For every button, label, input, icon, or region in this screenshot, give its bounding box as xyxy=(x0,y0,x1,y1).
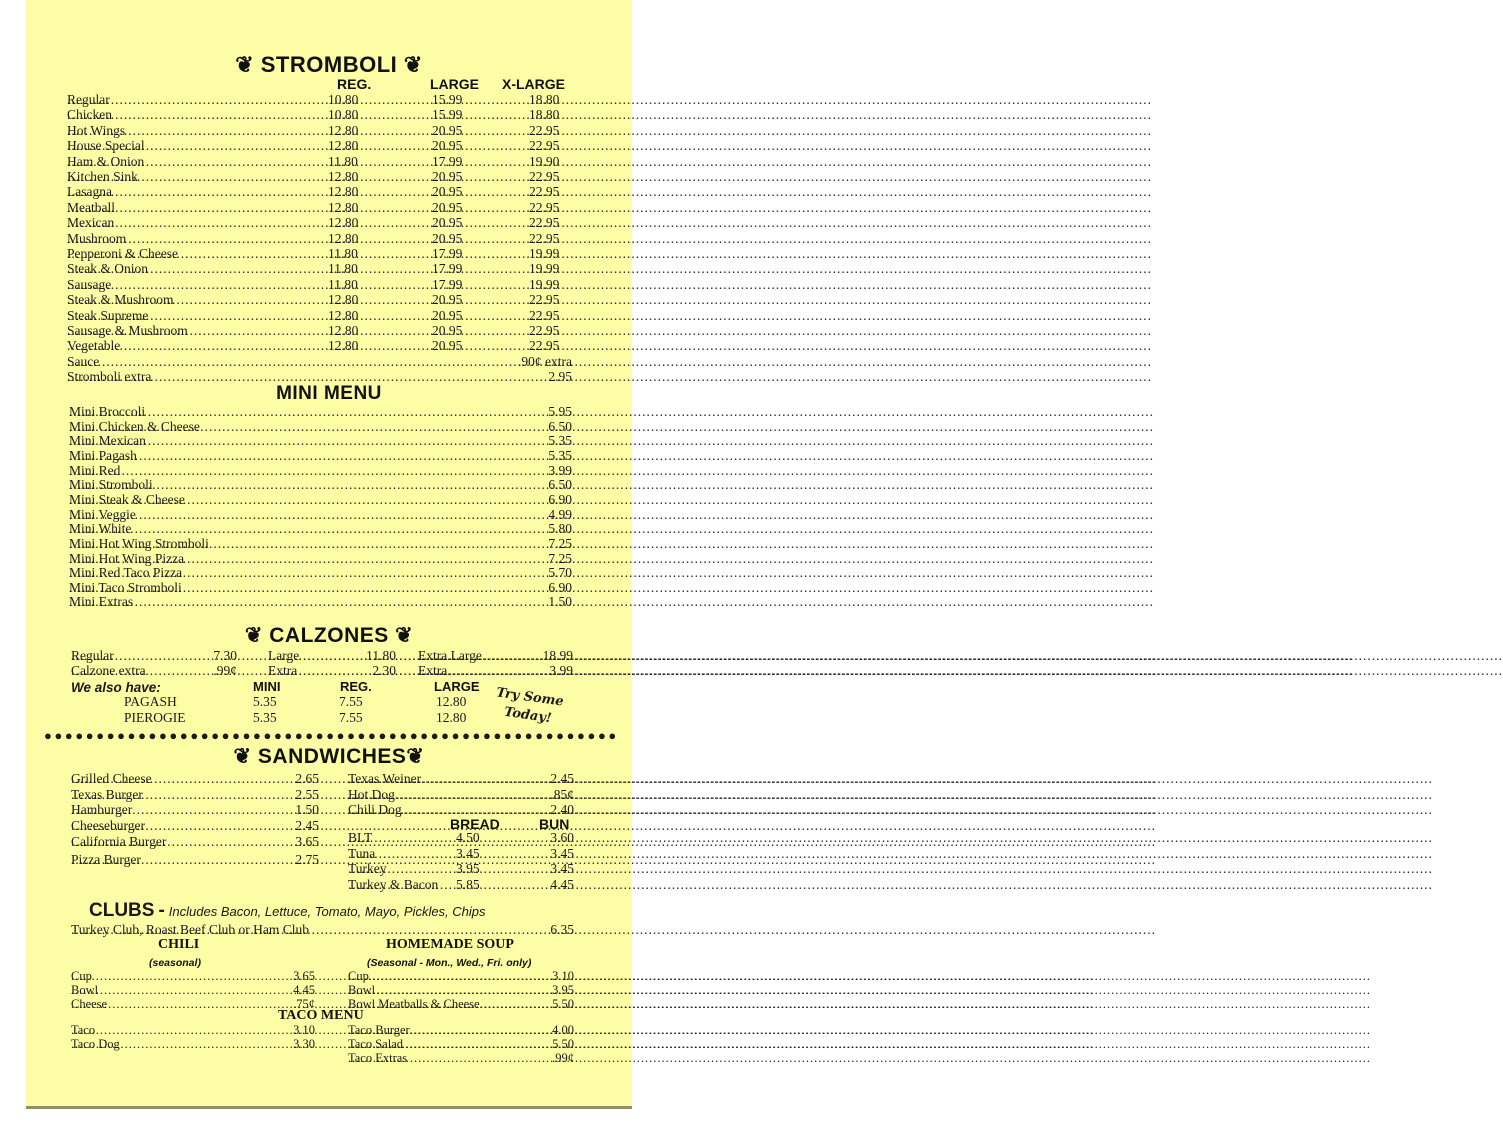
leader-dots xyxy=(67,200,572,215)
list-item xyxy=(69,507,572,522)
item-name: Turkey Club, Roast Beef Club or Ham Club xyxy=(71,922,309,937)
price: 3.30 xyxy=(293,1037,315,1051)
price: 6.50 xyxy=(548,418,572,434)
item-name: Cup xyxy=(348,969,369,983)
item-name: Extra xyxy=(418,663,448,678)
item-name: Mini Steak & Cheese xyxy=(69,491,185,507)
leader-dots xyxy=(67,277,572,292)
price-large: 15.99 xyxy=(432,107,463,123)
price-bread: 4.50 xyxy=(456,830,480,845)
price-mini: 5.35 xyxy=(253,710,277,725)
price: 5.70 xyxy=(548,565,572,581)
price-xlarge: 22.95 xyxy=(529,230,560,246)
leader-dots xyxy=(69,463,572,478)
leader-dots xyxy=(69,448,572,463)
price-large: 17.99 xyxy=(432,261,463,277)
price-reg: 10.80 xyxy=(328,92,359,107)
item-name: Regular xyxy=(67,92,110,107)
leader-dots xyxy=(69,594,572,609)
item-name: Large xyxy=(268,648,300,663)
item-name: Bowl xyxy=(348,983,376,997)
price: 2.45 xyxy=(295,818,319,833)
item-name: Extra Large xyxy=(418,648,482,663)
price: 2.55 xyxy=(295,787,319,802)
price-large: 20.95 xyxy=(432,323,463,338)
item-name: Taco Extras xyxy=(348,1051,408,1065)
calzones-title: ❦ CALZONES ❦ xyxy=(244,624,414,647)
chili-sub: (seasonal) xyxy=(149,957,201,969)
price-large: 20.95 xyxy=(432,138,463,154)
price-reg: 12.80 xyxy=(328,199,359,215)
list-item xyxy=(71,802,319,817)
price-reg: 12.80 xyxy=(328,215,359,231)
price: 7.30 xyxy=(213,648,237,663)
clubs-desc: Includes Bacon, Lettuce, Tomato, Mayo, Pickles, Chips xyxy=(168,904,486,919)
sandwiches-title: ❦ SANDWICHES❦ xyxy=(233,745,425,768)
price: 3.65 xyxy=(295,834,319,849)
list-item xyxy=(69,404,572,419)
list-item xyxy=(69,419,572,434)
item-name: Hot Dog xyxy=(348,786,395,802)
list-item xyxy=(69,492,572,507)
list-item xyxy=(69,594,572,609)
price-xlarge: 19.90 xyxy=(529,153,560,169)
list-item xyxy=(67,308,572,323)
list-item xyxy=(71,818,319,833)
list-item xyxy=(348,997,574,1012)
item-name: PAGASH xyxy=(124,694,177,709)
price: 5.35 xyxy=(548,433,572,449)
price: 6.35 xyxy=(550,922,574,937)
bullet-divider: ●●●●●●●●●●●●●●●●●●●●●●●●●●●●●●●●●●●●●●●●●●●●●●●●●●●●●●● xyxy=(44,728,619,743)
price-xlarge: 22.95 xyxy=(529,138,560,154)
item-name: Taco Salad xyxy=(348,1037,404,1051)
item-name: Cheeseburger xyxy=(71,818,145,833)
price-bread: 5.85 xyxy=(456,876,480,892)
price: 2.75 xyxy=(295,852,319,867)
price: 2.30 xyxy=(372,663,396,678)
leader-dots xyxy=(71,1023,315,1038)
list-item xyxy=(67,354,572,369)
leader-dots xyxy=(348,969,574,984)
item-name: Ham & Onion xyxy=(67,153,145,169)
price-large: 12.80 xyxy=(436,694,467,709)
price-xlarge: 19.99 xyxy=(529,246,560,261)
price: 5.80 xyxy=(548,521,572,537)
price-large: 12.80 xyxy=(436,710,467,725)
price-reg: 7.55 xyxy=(339,710,363,725)
today-text: Today! xyxy=(503,704,553,727)
item-name: BLT xyxy=(348,830,373,845)
price: .90¢ extra xyxy=(518,353,572,369)
item-name: Mini Mexican xyxy=(69,433,146,449)
item-name: Calzone extra xyxy=(71,663,146,678)
price-bun: 4.45 xyxy=(550,876,574,892)
list-item xyxy=(71,834,319,849)
item-name: Mini Broccoli xyxy=(69,404,146,419)
list-item xyxy=(69,565,572,580)
item-name: Mini Red xyxy=(69,462,121,478)
price: 6.90 xyxy=(548,491,572,507)
price-mini: 5.35 xyxy=(253,694,277,709)
item-name: Steak Supreme xyxy=(67,307,149,323)
item-name: Pepperoni & Cheese xyxy=(67,246,178,261)
price: 2.40 xyxy=(550,802,574,817)
item-name: Regular xyxy=(71,648,114,663)
item-name: Steak & Mushroom xyxy=(67,292,174,308)
price-large: 20.95 xyxy=(432,169,463,184)
list-item xyxy=(69,477,572,492)
price-xlarge: 22.95 xyxy=(529,169,560,184)
item-name: Taco xyxy=(71,1023,96,1037)
item-name: Mini Taco Stromboli xyxy=(69,579,182,595)
col-reg: REG. xyxy=(337,76,372,92)
price-large: 15.99 xyxy=(432,92,463,107)
item-name: Sauce xyxy=(67,353,100,369)
price: 1.50 xyxy=(295,802,319,817)
soup-title: HOMEMADE SOUP xyxy=(386,937,514,952)
price: .85¢ xyxy=(550,786,574,802)
price-large: 20.95 xyxy=(432,122,463,138)
price: 3.65 xyxy=(293,969,315,983)
price: 1.50 xyxy=(548,594,572,610)
list-item xyxy=(348,877,574,892)
price: 2.45 xyxy=(550,771,574,786)
item-name: Bowl Meatballs & Cheese xyxy=(348,997,480,1011)
price: .99¢ xyxy=(552,1051,574,1065)
price-large: 20.95 xyxy=(432,184,463,200)
price-reg: 12.80 xyxy=(328,230,359,246)
list-item xyxy=(67,261,572,276)
price-bun: 3.60 xyxy=(550,830,574,845)
list-item xyxy=(71,1037,315,1052)
list-item xyxy=(71,787,319,802)
price: .75¢ xyxy=(293,997,315,1011)
list-item xyxy=(348,861,574,876)
stromboli-title: ❦ STROMBOLI ❦ xyxy=(235,52,423,77)
list-item xyxy=(348,1037,574,1052)
price: 18.99 xyxy=(542,648,573,663)
price: 4.00 xyxy=(552,1023,574,1037)
list-item xyxy=(69,580,572,595)
item-name: Turkey xyxy=(348,861,387,876)
price-xlarge: 22.95 xyxy=(529,199,560,215)
price-bun: 3.45 xyxy=(550,861,574,876)
price-large: 17.99 xyxy=(432,276,463,292)
list-item xyxy=(418,663,573,678)
item-name: Texas Burger xyxy=(71,787,143,802)
price-reg: 11.80 xyxy=(328,276,358,292)
list-item xyxy=(71,663,237,678)
item-name: Meatball xyxy=(67,199,115,215)
list-item xyxy=(348,787,574,802)
list-item xyxy=(67,323,572,338)
list-item xyxy=(71,922,574,937)
leader-dots xyxy=(67,123,572,138)
col-bread: BREAD xyxy=(450,816,500,832)
list-item xyxy=(67,169,572,184)
item-name: PIEROGIE xyxy=(124,710,186,725)
item-name: Mini Stromboli xyxy=(69,477,153,493)
list-item xyxy=(71,1023,315,1038)
price-reg: 12.80 xyxy=(328,338,359,354)
list-item xyxy=(348,983,574,998)
item-name: Hamburger xyxy=(71,802,133,817)
price-large: 20.95 xyxy=(432,338,463,354)
item-name: Mini White xyxy=(69,521,132,537)
list-item xyxy=(268,663,396,678)
price-bread: 3.45 xyxy=(456,845,480,861)
leader-dots xyxy=(348,983,574,998)
leader-dots xyxy=(67,231,572,246)
price-reg: 12.80 xyxy=(328,169,359,184)
list-item xyxy=(67,369,572,384)
list-item xyxy=(348,830,574,845)
price-xlarge: 22.95 xyxy=(529,292,560,308)
list-item xyxy=(69,536,572,551)
clubs-dash: - xyxy=(158,900,165,921)
col-xlarge: X-LARGE xyxy=(502,76,565,92)
leader-dots xyxy=(67,107,572,122)
list-item xyxy=(124,694,484,709)
item-name: Hot Wings xyxy=(67,122,126,138)
item-name: Taco Burger xyxy=(348,1023,410,1037)
col-large: LARGE xyxy=(430,76,479,92)
item-name: Chili Dog xyxy=(348,802,402,817)
list-item xyxy=(71,983,315,998)
price: 3.99 xyxy=(548,462,572,478)
price: 2.95 xyxy=(548,369,572,385)
item-name: Mini Extras xyxy=(69,594,134,610)
list-item xyxy=(348,1051,574,1066)
leader-dots xyxy=(69,507,572,522)
leader-dots xyxy=(67,184,572,199)
leader-dots xyxy=(67,169,572,184)
price-reg: 12.80 xyxy=(328,307,359,323)
price-xlarge: 22.95 xyxy=(529,122,560,138)
item-name: Texas Weiner xyxy=(348,771,422,786)
list-item xyxy=(348,802,574,817)
item-name: Taco Dog xyxy=(71,1037,120,1051)
price: 6.90 xyxy=(548,579,572,595)
also-col-reg: REG. xyxy=(340,679,372,694)
price: 3.99 xyxy=(549,663,573,678)
item-name: Grilled Cheese xyxy=(71,771,152,786)
price-xlarge: 19.99 xyxy=(529,261,560,277)
item-name: House Special xyxy=(67,138,145,154)
item-name: California Burger xyxy=(71,834,167,849)
price-xlarge: 22.95 xyxy=(529,307,560,323)
list-item xyxy=(348,771,574,786)
price: 3.10 xyxy=(293,1023,315,1037)
price: 6.50 xyxy=(548,477,572,493)
item-name: Tuna xyxy=(348,845,376,861)
item-name: Mushroom xyxy=(67,230,127,246)
item-name: Cheese xyxy=(71,997,108,1011)
list-item xyxy=(348,969,574,984)
price-xlarge: 19.99 xyxy=(529,276,560,292)
list-item xyxy=(69,521,572,536)
list-item xyxy=(418,648,573,663)
price-xlarge: 22.95 xyxy=(529,215,560,231)
list-item xyxy=(71,771,319,786)
price-large: 17.99 xyxy=(432,246,463,261)
item-name: Mini Red Taco Pizza xyxy=(69,565,183,581)
price-xlarge: 22.95 xyxy=(529,338,560,354)
price: 3.95 xyxy=(552,983,574,997)
price-reg: 10.80 xyxy=(328,107,359,123)
list-item xyxy=(67,338,572,353)
list-item xyxy=(67,184,572,199)
price-large: 20.95 xyxy=(432,230,463,246)
list-item xyxy=(67,107,572,122)
clubs-title: CLUBS xyxy=(89,900,155,921)
leader-dots xyxy=(67,92,572,107)
price: 11.80 xyxy=(366,648,396,663)
list-item xyxy=(67,292,572,307)
item-name: Extra xyxy=(268,663,298,678)
item-name: Sausage xyxy=(67,276,112,292)
list-item xyxy=(67,138,572,153)
leader-dots xyxy=(67,354,572,369)
item-name: Lasagna xyxy=(67,184,112,200)
clubs-heading xyxy=(89,900,486,922)
price-xlarge: 22.95 xyxy=(529,184,560,200)
mini-menu-title: MINI MENU xyxy=(276,383,382,404)
list-item xyxy=(67,231,572,246)
item-name: Chicken xyxy=(67,107,112,123)
item-name: Mini Pagash xyxy=(69,447,137,463)
price: 5.50 xyxy=(552,1037,574,1051)
list-item xyxy=(348,846,574,861)
also-col-large: LARGE xyxy=(434,679,480,694)
price-large: 17.99 xyxy=(432,153,463,169)
item-name: Mini Veggie xyxy=(69,506,136,522)
price-bread: 3.95 xyxy=(456,861,480,876)
item-name: Mini Hot Wing Stromboli xyxy=(69,535,209,551)
price: .99¢ xyxy=(213,663,237,678)
leader-dots xyxy=(67,215,572,230)
item-name: Bowl xyxy=(71,983,99,997)
price-xlarge: 18.80 xyxy=(529,107,560,123)
list-item xyxy=(69,448,572,463)
also-have-label: We also have: xyxy=(71,680,161,695)
price-reg: 11.80 xyxy=(328,246,358,261)
price-large: 20.95 xyxy=(432,215,463,231)
leader-dots xyxy=(71,969,315,984)
price-reg: 11.80 xyxy=(328,153,358,169)
item-name: Pizza Burger xyxy=(71,852,141,867)
list-item xyxy=(67,277,572,292)
list-item xyxy=(67,246,572,261)
leader-dots xyxy=(69,521,572,536)
list-item xyxy=(67,154,572,169)
price-large: 20.95 xyxy=(432,307,463,323)
list-item xyxy=(71,852,319,867)
price-reg: 11.80 xyxy=(328,261,358,277)
price: 2.65 xyxy=(295,771,319,786)
price-reg: 12.80 xyxy=(328,323,359,338)
list-item xyxy=(67,123,572,138)
price-reg: 12.80 xyxy=(328,184,359,200)
item-name: Turkey & Bacon xyxy=(348,876,439,892)
price-reg: 7.55 xyxy=(339,694,363,709)
price-reg: 12.80 xyxy=(328,138,359,154)
price: 5.95 xyxy=(548,404,572,419)
price: 7.25 xyxy=(548,535,572,551)
list-item xyxy=(69,433,572,448)
item-name: Steak & Onion xyxy=(67,261,148,277)
list-item xyxy=(69,463,572,478)
list-item xyxy=(67,200,572,215)
list-item xyxy=(67,215,572,230)
item-name: Vegetable xyxy=(67,338,121,354)
col-bun: BUN xyxy=(539,816,570,832)
taco-title: TACO MENU xyxy=(278,1008,364,1023)
list-item xyxy=(67,92,572,107)
price: 4.45 xyxy=(293,983,315,997)
item-name: Stromboli extra xyxy=(67,369,152,385)
price-reg: 12.80 xyxy=(328,122,359,138)
list-item xyxy=(124,710,484,725)
item-name: Mexican xyxy=(67,215,115,231)
price-xlarge: 18.80 xyxy=(529,92,560,107)
price: 5.35 xyxy=(548,447,572,463)
price: 5.50 xyxy=(552,997,574,1011)
leader-dots xyxy=(67,338,572,353)
item-name: Mini Hot Wing Pizza xyxy=(69,550,185,566)
price-xlarge: 22.95 xyxy=(529,323,560,338)
item-name: Sausage & Mushroom xyxy=(67,323,188,338)
list-item xyxy=(71,648,237,663)
price: 3.10 xyxy=(552,969,574,983)
leader-dots xyxy=(71,983,315,998)
soup-sub: (Seasonal - Mon., Wed., Fri. only) xyxy=(367,957,532,969)
price-large: 20.95 xyxy=(432,199,463,215)
also-col-mini: MINI xyxy=(253,679,281,694)
chili-title: CHILI xyxy=(158,937,200,952)
item-name: Mini Chicken & Cheese xyxy=(69,418,200,434)
try-some-text: Try Some xyxy=(495,685,565,710)
price-bun: 3.45 xyxy=(550,845,574,861)
list-item xyxy=(69,551,572,566)
price: 7.25 xyxy=(548,550,572,566)
list-item xyxy=(268,648,396,663)
list-item xyxy=(348,1023,574,1038)
list-item xyxy=(71,969,315,984)
item-name: Kitchen Sink xyxy=(67,169,138,184)
price-large: 20.95 xyxy=(432,292,463,308)
item-name: Cup xyxy=(71,969,92,983)
price: 4.99 xyxy=(548,506,572,522)
price-reg: 12.80 xyxy=(328,292,359,308)
